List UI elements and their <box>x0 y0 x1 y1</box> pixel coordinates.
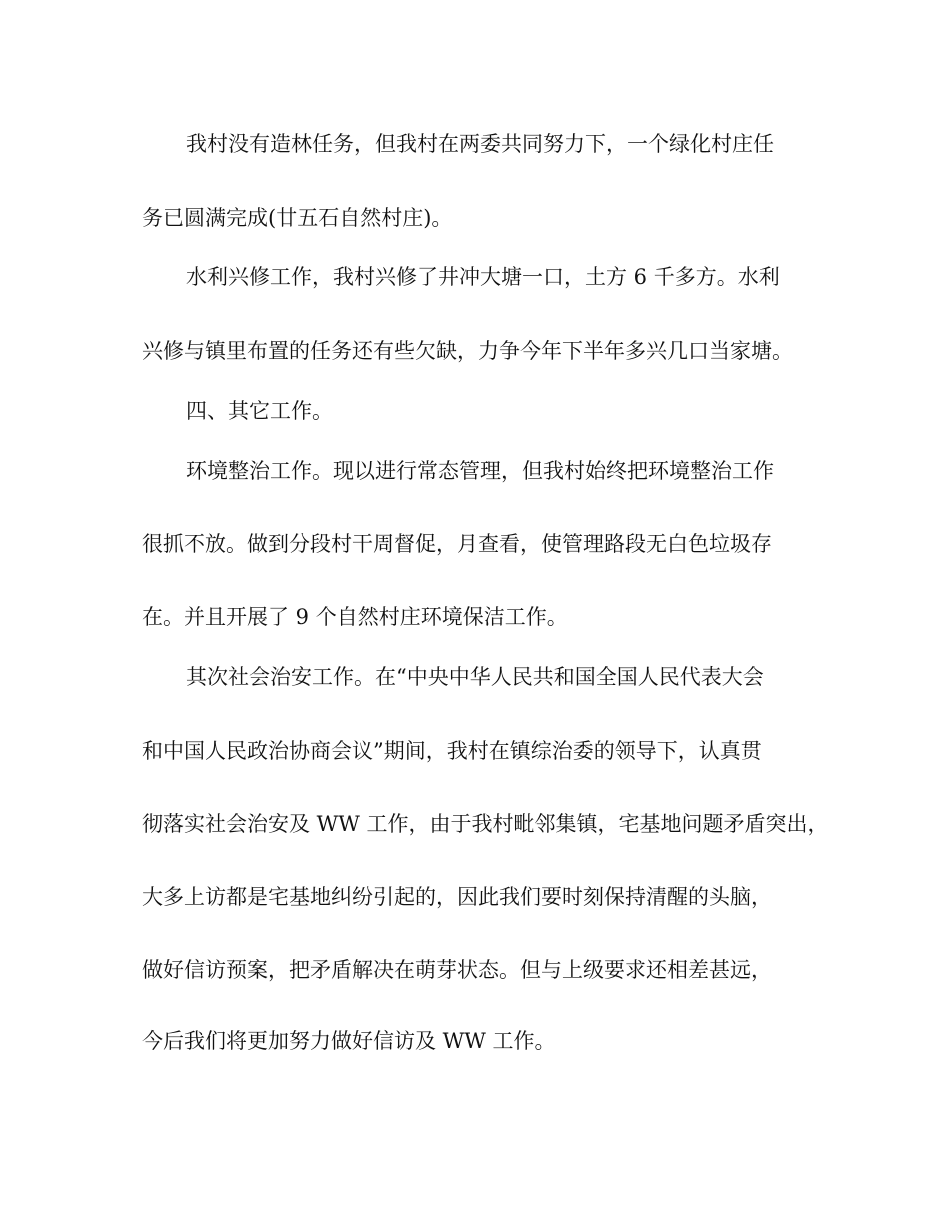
paragraph-public-security-line-4: 大多上访都是宅基地纠纷引起的，因此我们要时刻保持清醒的头脑， <box>142 885 772 909</box>
paragraph-public-security-line-2: 和中国人民政治协商会议”期间，我村在镇综治委的领导下，认真贯 <box>142 739 762 763</box>
paragraph-afforestation-line-1: 我村没有造林任务，但我村在两委共同努力下，一个绿化村庄任 <box>186 132 774 156</box>
paragraph-environment-line-3: 在。并且开展了 9 个自然村庄环境保洁工作。 <box>142 605 568 629</box>
paragraph-public-security-line-1: 其次社会治安工作。在“中央中华人民共和国全国人民代表大会 <box>186 665 764 689</box>
section-heading-other-work: 四、其它工作。 <box>186 399 333 423</box>
paragraph-environment-line-1: 环境整治工作。现以进行常态管理，但我村始终把环境整治工作 <box>186 459 774 483</box>
paragraph-environment-line-2: 很抓不放。做到分段村干周督促，月查看，使管理路段无白色垃圾存 <box>142 532 772 556</box>
paragraph-public-security-line-6: 今后我们将更加努力做好信访及 WW 工作。 <box>142 1029 556 1053</box>
paragraph-public-security-line-5: 做好信访预案，把矛盾解决在萌芽状态。但与上级要求还相差甚远， <box>142 958 772 982</box>
paragraph-water-conservancy-line-1: 水利兴修工作，我村兴修了井冲大塘一口，土方 6 千多方。水利 <box>186 265 780 289</box>
paragraph-afforestation-line-2: 务已圆满完成(廿五石自然村庄)。 <box>142 206 453 230</box>
paragraph-public-security-line-3: 彻落实社会治安及 WW 工作，由于我村毗邻集镇，宅基地问题矛盾突出， <box>142 812 829 836</box>
paragraph-water-conservancy-line-2: 兴修与镇里布置的任务还有些欠缺，力争今年下半年多兴几口当家塘。 <box>142 339 793 363</box>
